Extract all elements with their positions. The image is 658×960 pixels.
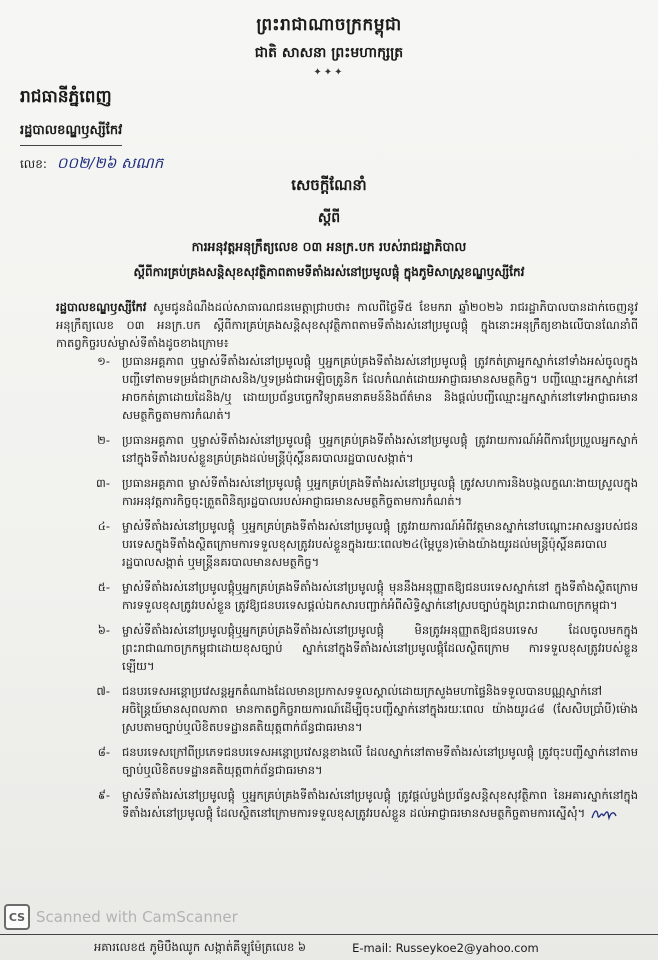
document-footer — [0, 934, 658, 960]
subject-line: ការអនុវត្តអនុក្រឹត្យលេខ ០៣ អនក្រ.បក របស់រាជរដ្ឋាភិបាល — [191, 239, 467, 254]
item-text: ប្រធានអគ្គភាព ឬម្ចាស់ទីតាំងរស់នៅប្រមូលផ្តុំ ឬអ្នកគ្រប់គ្រងទីតាំងរស់នៅប្រមូលផ្តុំ ត្រូវរាយការណ៍អំពីការប្រែប្រួលអ្នកស្នាក់នៅក្នុងទីតាំងរបស់ខ្លួនគ្រប់គ្រងដល់មន្ត្រីប៉ុស្តិ៍នគរបាលរដ្ឋបាលសង្កាត់។ — [122, 433, 638, 465]
reference-number — [20, 154, 163, 176]
intro-paragraph — [56, 298, 638, 352]
capital-name: រាជធានីភ្នំពេញ — [20, 87, 112, 107]
item-text: ម្ចាស់ទីតាំងរស់នៅប្រមូលផ្តុំឬអ្នកគ្រប់គ្រងទីតាំងរស់នៅប្រមូលផ្តុំ មិនត្រូវអនុញ្ញាតឱ្យជនបរទេស ដែលចូលមកក្នុងព្រះរាជាណាចក្រកម្ពុជាដោយខុសច្បាប់ ស្នាក់នៅក្នុងទីតាំងរស់នៅប្រមូលផ្តុំដែលស្ថិតក្រោម ការទទួលខុសត្រូវរបស់ខ្លួនឡើយ។ — [122, 623, 638, 673]
item-text — [122, 786, 638, 822]
list-item — [56, 578, 638, 614]
list-item — [56, 743, 638, 779]
list-item — [56, 517, 638, 571]
district-administration: រដ្ឋបាលខណ្ឌឫស្សីកែវ — [20, 122, 122, 146]
national-motto: ជាតិ សាសនា ព្រះមហាក្សត្រ — [254, 45, 404, 61]
national-header — [0, 14, 658, 78]
item-number: ២- — [97, 433, 110, 447]
reference-label: លេខ: — [20, 157, 47, 171]
list-item — [56, 474, 638, 510]
item-number: ១- — [97, 354, 110, 368]
item-number: ៥- — [97, 580, 110, 594]
footer-email: E-mail: Russeykoe2@yahoo.com — [352, 941, 539, 955]
about-label: ស្តីពី — [317, 210, 341, 226]
reference-value: ០០២/២៦ សណក — [56, 154, 164, 172]
item-text: ប្រធានអគ្គភាព ម្ចាស់ទីតាំងរស់នៅប្រមូលផ្តុំ ឬអ្នកគ្រប់គ្រងទីតាំងរស់នៅប្រមូលផ្តុំ ត្រូវសហការនិងបង្កលក្ខណៈងាយស្រួលក្នុងការអនុវត្តភារកិច្ចចុះត្រួតពិនិត្យរដ្ឋបាលរបស់អាជ្ញាធរមានសមត្ថកិច្ចតាមការកំណត់។ — [122, 476, 638, 508]
issuing-authority — [20, 86, 163, 176]
footer-address: អគារលេខ៥ ភូមិបឹងឈូក សង្កាត់គីឡូម៉ែត្រលេខ ៦ — [94, 939, 307, 954]
subject-detail: ស្តីពីការគ្រប់គ្រងសន្តិសុខសុវត្ថិភាពតាមទីតាំងរស់នៅប្រមូលផ្តុំ ក្នុងភូមិសាស្ត្រខណ្ឌឫស្សីកែវ — [133, 265, 525, 279]
item-text-content: ម្ចាស់ទីតាំងរស់នៅប្រមូលផ្តុំ ឬអ្នកគ្រប់គ្រងទីតាំងរស់នៅប្រមូលផ្តុំ ត្រូវផ្តល់ប្លង់ប្រព័ន្ធសន្តិសុខសុវត្ថិភាព នៃអគារស្នាក់នៅក្នុងទីតាំងរស់នៅប្រមូលផ្តុំ ដែលស្ថិតនៅក្រោមការទទួលខុសត្រូវរបស់ខ្លួន ដល់អាជ្ញាធរមានសមត្ថកិច្ចតាមការស្នើសុំ។ — [122, 788, 638, 820]
item-text: ជនបរទេសអន្តោប្រវេសន្តអ្នកតំណាងដែលមានប្រកាសទទួលស្គាល់ដោយក្រសួងមហាផ្ទៃនិងទទួលបានបណ្ណស្នាក់នៅអចិន្ត្រៃយ៍មានសុពលភាព មានកាតព្វកិច្ចរាយការណ៍ដើម្បីចុះបញ្ជីស្នាក់នៅក្នុងរយៈពេល យ៉ាងយូរ៤៨ (សែសិបប្រាំបី)ម៉ោង ស្របតាមច្បាប់ឬលិខិតបទដ្ឋានគតិយុត្តពាក់ព័ន្ធជាធរមាន។ — [122, 684, 638, 734]
item-text: ប្រធានអគ្គភាព ឬម្ចាស់ទីតាំងរស់នៅប្រមូលផ្តុំ ឬអ្នកគ្រប់គ្រងទីតាំងរស់នៅប្រមូលផ្តុំ ត្រូវកត់ត្រាអ្នកស្នាក់នៅទាំងអស់ចូលក្នុងបញ្ជីទៅតាមទម្រង់ជាក្រដាសនិង/ឬទម្រង់ជាអេឡិចត្រូនិក ដែលកំណត់ដោយអាជ្ញាធរមានសមត្ថកិច្ច។ បញ្ជីឈ្មោះអ្នកស្នាក់នៅ អាចកត់ត្រាដោយដៃនិង/ឬ ដោយប្រព័ន្ធបច្ចេកវិទ្យាគមនាគមន៍និងព័ត៌មាន និងផ្តល់បញ្ជីឈ្មោះអ្នកស្នាក់នៅទៅអាជ្ញាធរមានសមត្ថកិច្ចតាមការកំណត់។ — [122, 354, 638, 422]
list-item — [56, 682, 638, 736]
item-number: ៨- — [97, 745, 110, 759]
item-number: ៩- — [97, 788, 110, 802]
item-number: ៦- — [97, 623, 110, 637]
item-text: ម្ចាស់ទីតាំងរស់នៅប្រមូលផ្តុំ ឬអ្នកគ្រប់គ្រងទីតាំងរស់នៅប្រមូលផ្តុំ ត្រូវរាយការណ៍អំពីវត្តមានស្នាក់នៅបណ្តោះអាសន្នរបស់ជនបរទេសក្នុងទីតាំងស្ថិតក្រោមការទទួលខុសត្រូវរបស់ខ្លួនក្នុងរយៈពេល២៤(ម្ភៃបួន)ម៉ោងយ៉ាងយូរដល់មន្ត្រីប៉ុស្តិ៍នគរបាលរដ្ឋបាលសង្កាត់ ឬមន្ត្រីនគរបាលមានសមត្ថកិច្ច។ — [122, 519, 638, 569]
item-text: ម្ចាស់ទីតាំងរស់នៅប្រមូលផ្តុំឬអ្នកគ្រប់គ្រងទីតាំងរស់នៅប្រមូលផ្តុំ មុននឹងអនុញ្ញាតឱ្យជនបរទេសស្នាក់នៅ ក្នុងទីតាំងស្ថិតក្រោមការទទួលខុសត្រូវរបស់ខ្លួន ត្រូវឱ្យជនបរទេសផ្តល់ឯកសារបញ្ជាក់អំពីសិទ្ធិស្នាក់នៅស្របច្បាប់ក្នុងព្រះរាជាណាចក្រកម្ពុជា។ — [122, 580, 638, 612]
signature-initials — [591, 807, 617, 821]
instruction-list — [56, 352, 638, 829]
item-number: ៧- — [96, 684, 110, 698]
item-number: ៤- — [97, 519, 110, 533]
camscanner-text: Scanned with CamScanner — [36, 908, 238, 926]
list-item — [56, 431, 638, 467]
document-title-block — [0, 176, 658, 282]
ornament-divider: ✦✦✦ — [313, 67, 345, 78]
intro-text: សូមជូនដំណឹងដល់សាធារណជនមេត្តាជ្រាបថា៖ កាលពីថ្ងៃទី៥ ខែមករា ឆ្នាំ២០២៦ រាជរដ្ឋាភិបាលបានដាក់ចេញនូវអនុក្រឹត្យលេខ ០៣ អនក្រ.បក ស្តីពីការគ្រប់គ្រងសន្តិសុខសុវត្ថិភាពតាមទីតាំងរស់នៅប្រមូលផ្តុំ ក្នុងនោះអនុក្រឹត្យខាងលើបានណែនាំពីកាតព្វកិច្ចរបស់ម្ចាស់ទីតាំងដូចខាងក្រោម៖ — [56, 300, 638, 350]
list-item — [56, 621, 638, 675]
kingdom-title: ព្រះរាជាណាចក្រកម្ពុជា — [256, 15, 402, 35]
document-type: សេចក្តីណែនាំ — [291, 176, 367, 194]
list-item — [56, 786, 638, 822]
camscanner-watermark — [4, 904, 238, 930]
list-item — [56, 352, 638, 424]
item-number: ៣- — [96, 476, 110, 490]
intro-lead: រដ្ឋបាលខណ្ឌឫស្សីកែវ — [56, 300, 147, 314]
item-text: ជនបរទេសក្រៅពីប្រភេទជនបរទេសអន្តោប្រវេសន្តខាងលើ ដែលស្នាក់នៅតាមទីតាំងរស់នៅប្រមូលផ្តុំ ត្រូវចុះបញ្ជីស្នាក់នៅតាមច្បាប់ឬលិខិតបទដ្ឋានគតិយុត្តពាក់ព័ន្ធជាធរមាន។ — [122, 745, 638, 777]
camscanner-logo: CS — [4, 904, 30, 930]
